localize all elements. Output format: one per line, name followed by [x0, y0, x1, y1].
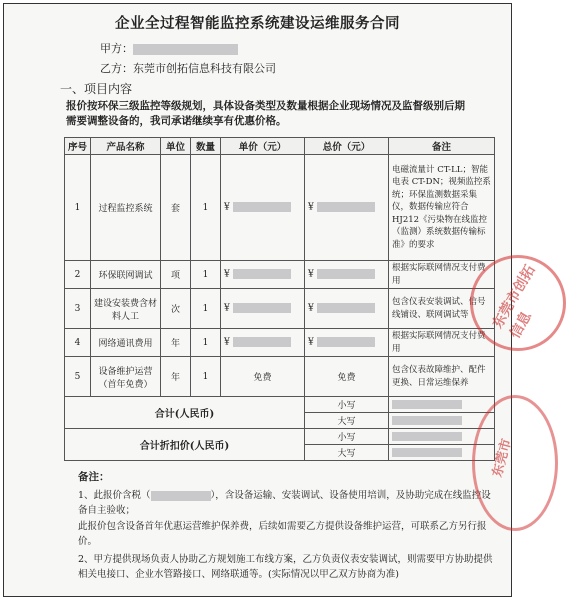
party-b-label: 乙方：: [100, 62, 133, 75]
row-price: 免费: [221, 357, 305, 397]
discount-label: 合计折扣价(人民币): [65, 429, 305, 461]
intro-text: 报价按环保三级监控等级规划，具体设备类型及数量根据企业现场情况及监督级别后期需要调整设备的，我司承诺继续享有优惠价格。: [66, 100, 465, 127]
redacted-value: [317, 337, 375, 347]
company-seal: [470, 255, 566, 351]
row-unit: 次: [161, 289, 191, 329]
row-name: 过程监控系统: [91, 155, 161, 261]
header-unit: 单位: [161, 138, 191, 155]
row-price: [221, 289, 305, 329]
company-seal: [472, 395, 558, 531]
table-row: [65, 289, 495, 329]
redacted-value: [233, 303, 291, 313]
total-label: 合计(人民币): [65, 397, 305, 429]
redacted-value: [392, 432, 462, 441]
row-no: 3: [65, 289, 91, 329]
currency-symbol: ¥: [308, 303, 314, 314]
redacted-value: [233, 269, 291, 279]
redacted-value: [317, 303, 375, 313]
row-qty: 1: [191, 155, 221, 261]
currency-symbol: ¥: [224, 269, 230, 280]
party-a-label: 甲方：: [100, 42, 133, 55]
party-b-value: 东莞市创拓信息科技有限公司: [133, 62, 276, 75]
table-header-row: [65, 138, 495, 155]
section-heading: 一、项目内容: [60, 82, 133, 96]
row-total: [305, 329, 389, 357]
row-price: [221, 329, 305, 357]
note-1: [78, 488, 498, 518]
total-row-small: [65, 397, 495, 413]
table-row: [65, 155, 495, 261]
row-no: 5: [65, 357, 91, 397]
seal-text: 东莞市: [490, 437, 515, 479]
row-unit: 年: [161, 329, 191, 357]
row-qty: 1: [191, 289, 221, 329]
row-total: [305, 289, 389, 329]
notes-heading: 备注：: [78, 471, 110, 483]
row-price: [221, 155, 305, 261]
currency-symbol: ¥: [308, 202, 314, 213]
row-total: 免费: [305, 357, 389, 397]
total-small-value: [389, 397, 495, 413]
currency-symbol: ¥: [308, 269, 314, 280]
redacted-value: [317, 269, 375, 279]
header-no: 序号: [65, 138, 91, 155]
redacted-value: [317, 202, 375, 212]
row-no: 4: [65, 329, 91, 357]
note-1-extra: 此报价包含设备首年优惠运营维护保养费，后续如需要乙方提供设备维护运营，可联系乙方另行报价。: [78, 521, 487, 547]
currency-symbol: ¥: [308, 337, 314, 348]
row-name: 设备维护运营（首年免费）: [91, 357, 161, 397]
row-note: 包含仪表安装调试、信号线铺设、联网调试等: [389, 289, 495, 329]
redacted-value: [392, 400, 462, 409]
row-unit: 年: [161, 357, 191, 397]
big-label: 大写: [305, 413, 389, 429]
note-2: 2、甲方提供现场负责人协助乙方规划施工布线方案，乙方负责仪表安装调试，则需要甲方协助提供相关电接口、企业水管路接口、网络联通等。(实际情况以甲乙双方协商为准): [78, 554, 493, 580]
discount-row-small: [65, 429, 495, 445]
row-unit: 项: [161, 261, 191, 289]
row-qty: 1: [191, 329, 221, 357]
row-unit: 套: [161, 155, 191, 261]
row-total: [305, 261, 389, 289]
currency-symbol: ¥: [224, 337, 230, 348]
currency-symbol: ¥: [224, 303, 230, 314]
header-price: 单价（元）: [221, 138, 305, 155]
redacted-value: [233, 337, 291, 347]
party-a-redacted: [133, 44, 238, 55]
note-1-start: 1、此报价含税（: [78, 490, 151, 501]
row-no: 2: [65, 261, 91, 289]
big-label: 大写: [305, 445, 389, 461]
row-name: 网络通讯费用: [91, 329, 161, 357]
table-row: [65, 357, 495, 397]
redacted-value: [233, 202, 291, 212]
row-note: 根据实际联网情况支付费用: [389, 261, 495, 289]
row-price: [221, 261, 305, 289]
redacted-value: [392, 416, 462, 425]
header-note: 备注: [389, 138, 495, 155]
quote-table: [64, 137, 495, 461]
small-label: 小写: [305, 429, 389, 445]
row-note: 包含仪表故障维护、配件更换、日常运维保养: [389, 357, 495, 397]
party-a: [100, 40, 238, 56]
row-note: 根据实际联网情况支付费用: [389, 329, 495, 357]
header-name: 产品名称: [91, 138, 161, 155]
row-total: [305, 155, 389, 261]
table-row: [65, 329, 495, 357]
note-1-end: ），含设备运输、安装调试、设备使用培训，及协助完成在线监控设备自主验收；: [78, 490, 491, 516]
redacted-value: [392, 448, 462, 457]
small-label: 小写: [305, 397, 389, 413]
currency-symbol: ¥: [224, 202, 230, 213]
row-qty: 1: [191, 357, 221, 397]
seal-text: 东莞市创拓信息: [489, 262, 539, 342]
row-qty: 1: [191, 261, 221, 289]
header-total: 总价（元）: [305, 138, 389, 155]
row-name: 建设安装费含材料人工: [91, 289, 161, 329]
row-no: 1: [65, 155, 91, 261]
contract-title: 企业全过程智能监控系统建设运维服务合同: [115, 15, 400, 32]
redacted-value: [151, 491, 211, 501]
row-note: 电磁流量计 CT-LL；智能电表 CT-DN；视频监控系统；环保监测数据采集仪，数据传输应符合 HJ212《污染物在线监控（监测）系统数据传输标准》的要求: [389, 155, 495, 261]
party-b: [100, 60, 276, 76]
table-row: [65, 261, 495, 289]
row-name: 环保联网调试: [91, 261, 161, 289]
header-qty: 数量: [191, 138, 221, 155]
